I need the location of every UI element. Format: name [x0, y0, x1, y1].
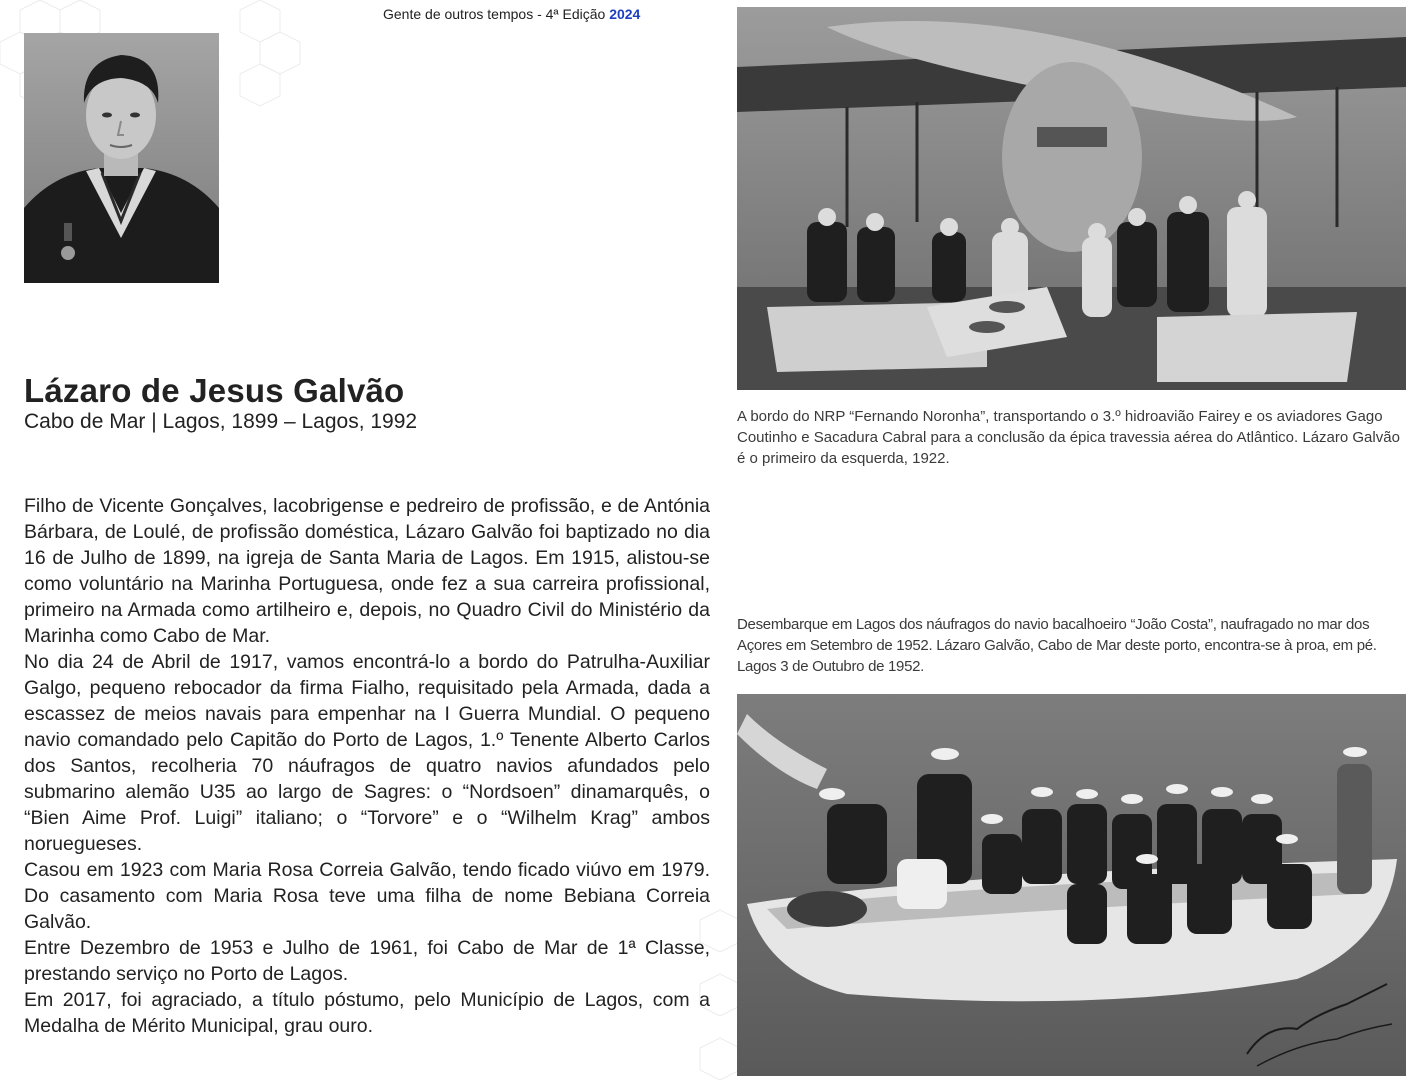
seaplane-illustration [737, 7, 1406, 390]
biography-paragraph: No dia 24 de Abril de 1917, vamos encontrá-lo a bordo do Patrulha-Auxiliar Galgo, pequeno rebocador da firma Fialho, requisitado pela Armada, dada a escassez de meios navais para empenhar na I Guerra Mundial. O pequeno navio comandado pelo Capitão do Porto de Lagos, 1.º Tenente Alberto Carlos dos Santos, recolheria 70 náufragos de quatro navios afundados pelo submarino alemão U35 ao largo de Sagres: o “Nordsoen” dinamarquês, o “Bien Aime Prof. Luigi” italiano; o “Torvore” e o “Wilhelm Krag” ambos noruegueses. [24, 651, 710, 855]
lifeboat-photo [737, 694, 1406, 1076]
edition-title: Gente de outros tempos - 4ª Edição [383, 6, 606, 22]
biography-paragraph: Entre Dezembro de 1953 e Julho de 1961, foi Cabo de Mar de 1ª Classe, prestando serviço no Porto de Lagos. [24, 937, 710, 985]
seaplane-photo [737, 7, 1406, 390]
page-title: Lázaro de Jesus Galvão [24, 372, 405, 409]
portrait-illustration [24, 33, 219, 283]
page-subtitle: Cabo de Mar | Lagos, 1899 – Lagos, 1992 [24, 410, 418, 433]
lifeboat-photo-caption: Desembarque em Lagos dos náufragos do navio bacalhoeiro “João Costa”, naufragado no mar dos Açores em Setembro de 1952. Lázaro Galvão, Cabo de Mar deste porto, encontra-se à proa, em pé. Lagos 3 de Outubro de 1952. [737, 616, 1377, 675]
edition-header [383, 6, 640, 22]
seaplane-photo-caption: A bordo do NRP “Fernando Noronha”, transportando o 3.º hidroavião Fairey e os aviadores Gago Coutinho e Sacadura Cabral para a conclusão da épica travessia aérea do Atlântico. Lázaro Galvão é o primeiro da esquerda, 1922. [737, 408, 1400, 467]
lifeboat-illustration [737, 694, 1406, 1076]
portrait-photo [24, 33, 219, 283]
biography-text [24, 493, 710, 1039]
edition-year: 2024 [609, 6, 641, 22]
biography-paragraph: Casou em 1923 com Maria Rosa Correia Galvão, tendo ficado viúvo em 1979. Do casamento com Maria Rosa teve uma filha de nome Bebiana Correia Galvão. [24, 859, 710, 933]
biography-paragraph: Filho de Vicente Gonçalves, lacobrigense e pedreiro de profissão, e de Antónia Bárbara, de Loulé, de profissão doméstica, Lázaro Galvão foi baptizado no dia 16 de Julho de 1899, na igreja de Santa Maria de Lagos. Em 1915, alistou-se como voluntário na Marinha Portuguesa, onde fez a sua carreira profissional, primeiro na Armada como artilheiro e, depois, no Quadro Civil do Ministério da Marinha como Cabo de Mar. [24, 495, 710, 647]
biography-paragraph: Em 2017, foi agraciado, a título póstumo, pelo Município de Lagos, com a Medalha de Mérito Municipal, grau ouro. [24, 989, 710, 1037]
